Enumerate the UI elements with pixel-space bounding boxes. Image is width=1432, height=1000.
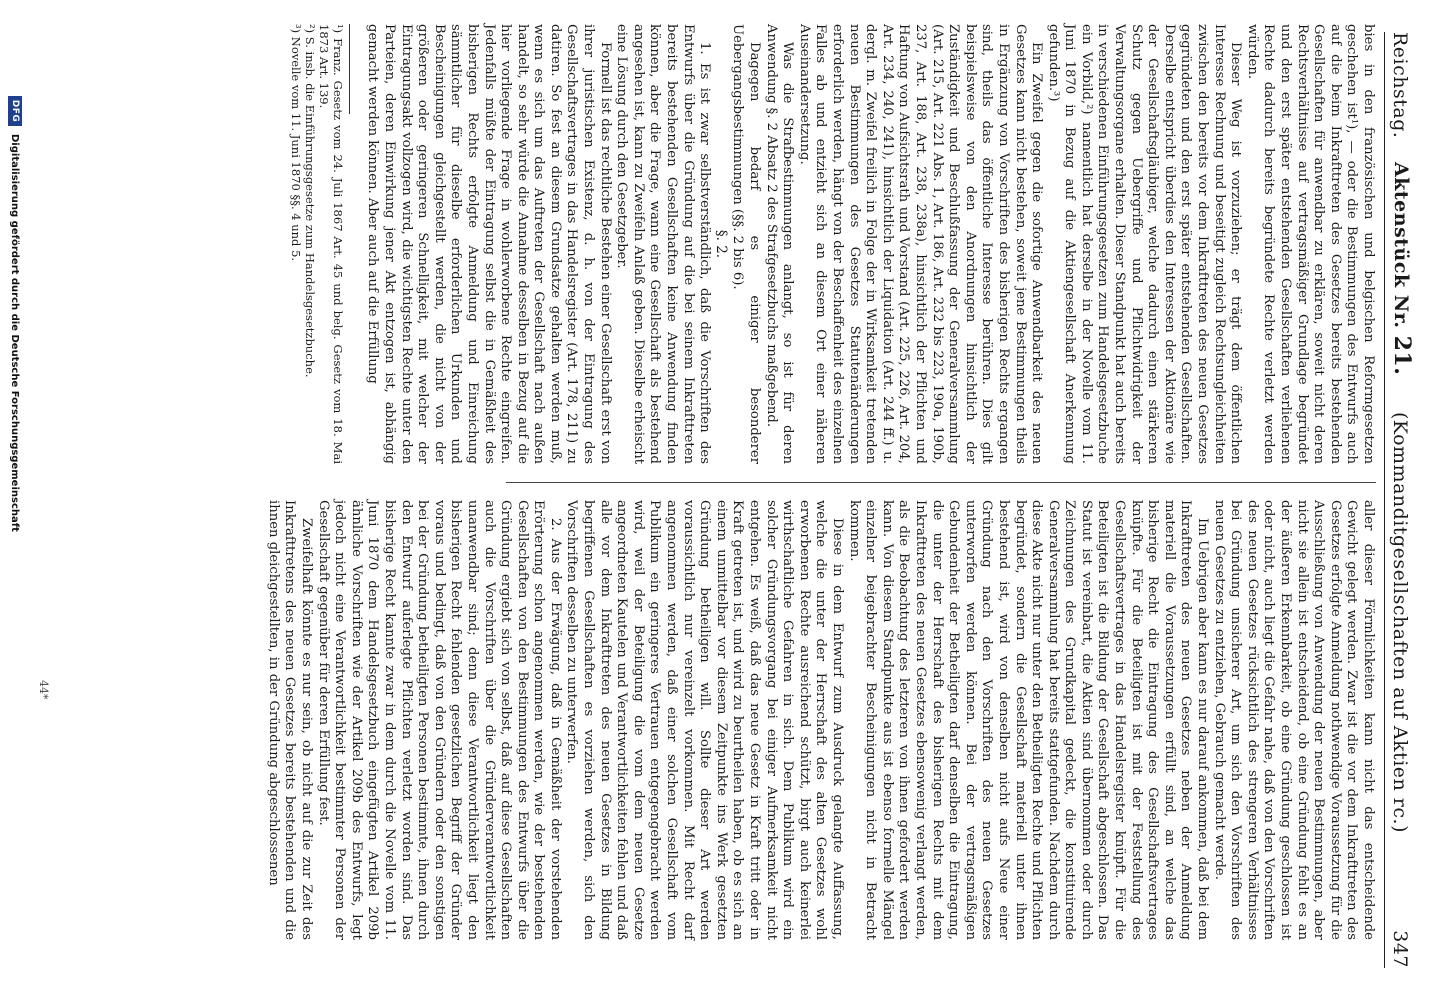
paragraph: 1. Es ist zwar selbstverständlich, daß die Vorschriften des Entwurfs über die Gründung auf die bei seinem Inkrafttreten bereits bestehenden Gesellschaften keine Anwendung finden können, aber die Frage, wann eine Gesellschaft als bestehend angesehen ist, kann zu Zweifeln Anlaß geben. Dieselbe erheischt eine Lösung durch den Gesetzgeber. [614, 24, 713, 464]
footnotes [289, 24, 345, 464]
paragraph: Dieser Weg ist vorzuziehen; er trägt dem öffentlichen Interesse Rechnung und beseitigt zugleich Rechtsungleichheiten zwischen den bereits vor dem Inkrafttreten des neuen Gesetzes gegründeten und den erst später entstehenden Gesellschaften. Derselbe entspricht überdies den Interessen der Aktionäre wie der Gesellschaftsgläubiger, welche dadurch einen stärkeren Schutz gegen Uebergriffe und Pflichtwidrigkeit der Verwaltungsorgane erhalten. Dieser Standpunkt hat auch bereits in verschiedenen Einführungsgesetzen zum Handelsgesetzbuche ein Vorbild,²) namentlich hat derselbe in der Novelle vom 11. Juni 1870 in Bezug auf die Aktiengesellschaft Anerkennung gefunden.³) [1045, 24, 1244, 464]
document-title: (Kommanditgesellschaften auf Aktien rc.) [1389, 412, 1411, 833]
credit-text: Digitalisierung gefördert durch die Deutsche Forschungsgemeinschaft [9, 134, 21, 532]
column-divider [506, 482, 1376, 483]
paragraph: bies in den französischen und belgischen Reformgesetzen geschehen ist¹), — oder die Bestimmungen des Entwurfs auch auf die beim Inkrafttreten des Gesetzes bereits bestehenden Gesellschaften für anwendbar zu erklären, soweit nicht deren Rechtsverhältnisse auf vertragsmäßiger Grundlage begründet und den erst später entstehenden Gesellschaften verliehenen Rechte dadurch bereits begründete Rechte verletzt werden würden. [1244, 24, 1376, 464]
footnote: ¹) Franz. Gesetz vom 24. Juli 1867 Art. 45 und belg. Gesetz vom 18. Mai 1873 Art. 139. [316, 24, 345, 464]
footnote-divider [349, 24, 350, 114]
journal-name: Reichstag. [1389, 32, 1411, 139]
paragraph: Ein Zweifel gegen die sofortige Anwendbarkeit des neuen Gesetzes kann nicht bestehen, soweit jene Bestimmungen theils in Ergänzung von Vorschriften des bisherigen Rechts ergangen sind, theils das öffentliche Interesse berühren. Dies gilt beispielsweise von den Anordnungen hinsichtlich der Zuständigkeit und Beschlußfassung der Generalversammlung (Art. 215, Art. 221 Abs. 1, Art. 186, Art. 232 bis 223, 190a, 190b, 237, Art. 188, Art. 238, 238a), hinsichtlich der Pflichten und Haftung von Aufsichtsrath und Vorstand (Art. 225, 226, Art. 204, Art. 234, 240, 241), hinsichtlich der Liquidation (Art. 244 ff.) u. dergl. m. Zweifel freilich in Folge der in Wirksamkeit tretenden neuen Bestimmungen des Gesetzes Statutenänderungen erforderlich werden, hängt von der Beschaffenheit des einzelnen Falles ab und entzieht sich an diesem Ort einer näheren Auseinandersetzung. [796, 24, 1045, 464]
section-heading: §. 2. [712, 229, 729, 259]
paragraph: 2. Aus der Erwägung, daß in Gemäßheit der vorstehenden Erörterung schon angenommen werden, wie der bestehenden Gesellschaften von den Bestimmungen des Entwurfs über die Gründung ergiebt sich von selbst, daß auf diese Gesellschaften auch die Vorschriften über die Gründerverantwortlichkeit unanwendbar sind; denn diese Verantwortlichkeit liegt den bisherigen Recht fehlenden gesetzlichen Begriff der Gründer voraus und bedingt, daß von den Gründern oder den sonstigen bei der Gründung betheiligten Personen bestimmte, ihnen durch den Entwurf auferlegte Pflichten verletzt worden sind. Das bisherige Recht kannte zwar in dem durch die Novelle vom 11. Juni 1870 dem Handelsgesetzbuch eingefügten Artikel 209b ähnliche Vorschriften wie der Artikel 209b des Entwurfs, legt jedoch nicht eine Verantwortlichkeit bestimmter Personen der Gesellschaft gegenüber für deren Erfüllung fest. [315, 500, 563, 940]
document-label [1389, 162, 1415, 412]
paragraph: Im Uebrigen aber kann es nur darauf ankommen, daß bei dem Inkrafttreten des neuen Gesetzes neben der Anmeldung materiell die Voraussetzungen erfüllt sind, an welche das bisherige Recht die Eintragung des Gesellschaftsvertrages knüpfte. Für die Beteiligten ist mit der Feststellung des Gesellschaftsvertrages in das Handelsregister knüpft. Für die Beteiligten ist die Bildung der Gesellschaft abgeschlossen. Das Statut ist vereinbart, die Aktien sind übernommen oder durch Zeichnungen des Grundkapital gedeckt, die konstituirende Generalversammlung hat bereits stattgefunden. Nachdem durch diese Akte nicht nur unter den Betheiligten Rechte und Pflichten begründet, sondern die Gesellschaft materiell unter ihnen bestehend ist, wird von denselben nicht aufs Neue einer Gründung nach den Vorschriften des neuen Gesetzes unterworfen werden können. Bei der vertragsmäßigen Gebundenheit der Betheiligten darf denselben die Eintragung, die unter der Herrschaft des bisherigen Rechts mit dem Inkrafttreten des neuen Gesetzes ebensowenig verlangt werden, als die Beobachtung des letzteren von ihnen gefordert werden kann. Von diesem Standpunkte aus ist ebenso formelle Mängel einzelner beigebrachter Bescheinigungen nicht in Betracht kommen. [846, 500, 1211, 940]
footnote: ²) S. insb. die Einführungsgesetze zum Handelsgesetzbuche. [302, 24, 317, 378]
paragraph: aller dieser Förmlichkeiten kann nicht das entscheidende Gewicht gelegt werden. Zwar ist die vor dem Inkrafttreten des Gesetzes erfolgte Anmeldung nothwendige Voraussetzung für die Ausschließung von Anwendung der neuen Bestimmungen, aber nicht sie allein ist entscheidend, ob eine Gründung fehlt es an der äußeren Erkennbarkeit, ob eine Gründung geschlossen ist oder nicht, auch liegt die Gefahr nahe, daß von den Vorschriften des neuen Gesetzes rücksichtlich des strengeren Verhältnisses bei Gründung unsicherer Art, um sich den Vorschriften des neuen Gesetzes zu entziehen, Gebrauch gemacht werde. [1211, 500, 1376, 940]
footnote: ³) Novelle vom 11. Juni 1870 §§. 4 und 5. [288, 24, 303, 262]
right-text-column [264, 500, 1376, 940]
document-label-text: Aktenstück Nr. [1390, 162, 1412, 329]
page-number: 347 [1389, 930, 1411, 968]
dfg-logo: DFG [8, 96, 22, 126]
page-header [1384, 32, 1418, 968]
paragraph: Formell ist das rechtliche Bestehen einer Gesellschaft erst von ihrer juristischen Existenz, d. h. von der Eintragung des Gesellschaftsvertrages in das Handelsregister (Art. 178, 211) zu datiren. So fest an diesem Grundsatze gehalten werden muß, wenn es sich um das Auftreten der Gesellschaft nach außen handelt, so sehr würde die Annahme desselben in Bezug auf die hier vorliegende Frage in wohlerworbene Rechte eingreifen. Jedenfalls müßte der Eintragung selbst die in Gemäßheit des bisherigen Rechts erfolgte Anmeldung und Einreichung sämmtlicher für dieselbe erforderlichen Urkunden und Bescheinigungen gleichgestellt werden, die nicht von der größeren oder geringeren Schnelligkeit, mit welcher der Eintragungsakt vollzogen wird, die wichtigsten Rechte unter den Parteien, deren Einwirkung jener Akt entzogen ist, abhängig gemacht werden können. Aber auch auf die Erfüllung [365, 24, 613, 464]
paragraph: Zweifelhaft könnte es nur sein, ob nicht auf die zur Zeit des Inkrafttretens des neuen Gesetzes bereits bestehenden und die ihnen gleichgestellten, in der Gründung abgeschlossenen [265, 500, 314, 940]
digitization-credit [6, 96, 24, 936]
document-number: 21. [1389, 335, 1415, 376]
left-text-column [289, 24, 1376, 464]
paragraph: Diese in dem Entwurf zum Ausdruck gelangte Auffassung, welche die unter der Herrschaft des alten Gesetzes wohl erworbenen Rechte ausreichend schützt, birgt auch keinerlei wirthschaftliche Gefahren in sich. Dem Publikum wird ein solcher Gründungsvorgang bei einiger Aufmerksamkeit nicht entgehen. Es weiß, daß das neue Gesetz in Kraft tritt oder in Kraft getreten ist, und wird zu beurtheilen haben, ob es sich an einem unmittelbar vor diesem Zeitpunkte ins Werk gesetzten Gründung betheiligen will. Sollte dieser Art werden voraussichtlich nur vereinzelt vorkommen. Mit Recht darf angenommen werden, daß einer solchen Gesellschaft vom Publikum ein geringeres Vertrauen entgegengebracht werden wird, weil der Beteiligung die vom dem neuen Gesetze angeordneten Kautelen und Verantwortlichkeiten fehlen und daß alle vor dem Inkrafttreten des neuen Gesetzes in Bildung begriffenen Gesellschaften es vorziehen werden, sich den Vorschriften desselben zu unterwerfen. [564, 500, 845, 940]
paragraph: Dagegen bedarf es einiger besonderer Uebergangsbestimmungen (§§. 2 bis 6). [730, 24, 763, 464]
printer-signature: 44* [37, 680, 50, 700]
paragraph: Was die Strafbestimmungen anlangt, so ist für deren Anwendung §. 2 Absatz 2 des Strafgesetzbuchs maßgebend. [763, 24, 796, 464]
